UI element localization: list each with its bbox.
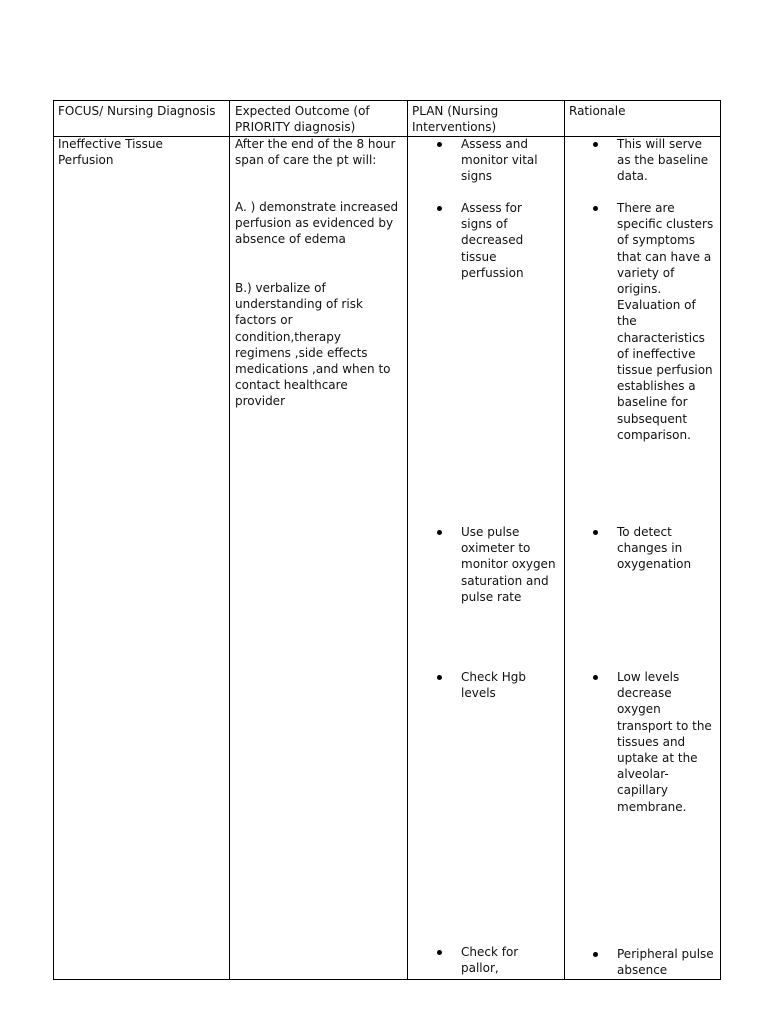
rationale-item-text: Peripheral pulse absence bbox=[617, 947, 714, 978]
plan-item-text: Check for pallor, bbox=[461, 945, 519, 976]
table-top-border bbox=[53, 100, 721, 101]
rationale-item-text: This will serve as the baseline data. bbox=[617, 137, 709, 184]
table-left-border bbox=[53, 100, 54, 980]
outcome-b: B.) verbalize of understanding of risk factors or condition,therapy regimens ,side effects medications ,and when to contact healthcare provider bbox=[235, 281, 391, 409]
care-plan-table bbox=[53, 100, 720, 980]
bullet-icon bbox=[437, 142, 442, 147]
plan-item-text: Assess for signs of decreased tissue perfussion bbox=[461, 201, 524, 280]
bullet-icon bbox=[437, 530, 442, 535]
header-focus: FOCUS/ Nursing Diagnosis bbox=[58, 104, 216, 118]
header-plan: PLAN (Nursing Interventions) bbox=[412, 104, 499, 135]
outcome-a: A. ) demonstrate increased perfusion as evidenced by absence of edema bbox=[235, 200, 399, 247]
bullet-icon bbox=[593, 530, 598, 535]
bullet-icon bbox=[437, 206, 442, 211]
header-rationale: Rationale bbox=[569, 104, 626, 118]
column-divider-2 bbox=[407, 100, 408, 980]
bullet-icon bbox=[593, 142, 598, 147]
nursing-diagnosis: Ineffective Tissue Perfusion bbox=[58, 137, 163, 168]
table-right-border bbox=[720, 100, 721, 980]
column-divider-3 bbox=[564, 100, 565, 980]
bullet-icon bbox=[437, 675, 442, 680]
rationale-item-text: Low levels decrease oxygen transport to the tissues and uptake at the alveolar-capillary membrane. bbox=[617, 670, 712, 814]
bullet-icon bbox=[593, 952, 598, 957]
rationale-item-text: There are specific clusters of symptoms that can have a variety of origins. Evaluation of the characteristics of ineffective tissue perfusion establishes a baseline for subsequent comparison. bbox=[617, 201, 714, 442]
rationale-item-text: To detect changes in oxygenation bbox=[617, 525, 692, 572]
column-divider-1 bbox=[229, 100, 230, 980]
outcome-intro: After the end of the 8 hour span of care the pt will: bbox=[235, 137, 396, 168]
bullet-icon bbox=[593, 206, 598, 211]
plan-item-text: Check Hgb levels bbox=[461, 670, 526, 701]
bullet-icon bbox=[593, 675, 598, 680]
plan-item-text: Assess and monitor vital signs bbox=[461, 137, 538, 184]
bullet-icon bbox=[437, 950, 442, 955]
header-expected-outcome: Expected Outcome (of PRIORITY diagnosis) bbox=[235, 104, 370, 135]
table-bottom-border bbox=[53, 979, 721, 980]
plan-item-text: Use pulse oximeter to monitor oxygen saturation and pulse rate bbox=[461, 525, 556, 604]
